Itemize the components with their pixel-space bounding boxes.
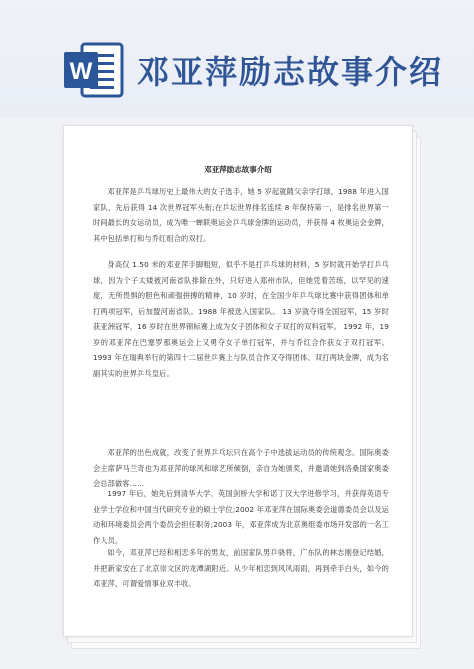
svg-text:W: W bbox=[69, 58, 93, 85]
paragraph-5: 如今，邓亚萍已经和相恋多年的男友，前国家队男乒骁将，广东队的林志刚登记结婚，并把新家安在了北京崇文区的龙潭湖附近。从少年相恋到风风雨雨，再到牵手白头，如今的邓亚萍，可谓爱情事业双丰收。 bbox=[93, 548, 389, 588]
paragraph-3: 邓亚萍的出色成就，改变了世界乒乓坛只在高个子中选拔运动员的传统观念。国际奥委会主席萨马兰奇也为邓亚萍的球风和球艺所倾倒，亲自为她颁奖，并邀请她到洛桑国家奥委会总部做客…… bbox=[93, 448, 389, 488]
paragraph-4: 1997 年后，她先后到清华大学、英国剑桥大学和诺丁汉大学进修学习，并获得英语专业学士学位和中国当代研究专业的硕士学位;2002 年邓亚萍在国际奥委会道德委员会以及运动和环境委员会两个委员会担任职务;2003 年，邓亚萍成为北京奥组委市场开发部的一名工作人员。 bbox=[93, 489, 389, 545]
paragraph-2: 身高仅 1.50 米的邓亚萍手脚粗短，似乎不是打乒乓球的材料，5 岁时就开始学打乒乓球，因为个子太矮被河南省队排除在外，只好进入郑州市队，但她凭着苦练，以罕见的速度，无所畏惧的胆色和顽强拼搏的精神，10 岁时，在全国少年乒乓球比赛中获得团体和单打两项冠军，后加盟河南省队。1988 年被选入国家队。 13 岁就夺得全国冠军，15 岁时获亚洲冠军，16 岁时在世界锦标赛上成为女子团体和女子双打的双料冠军。 1992 年，19 岁的邓亚萍在巴塞罗那奥运会上又勇夺女子单打冠军，并与乔红合作获女子双打冠军。 1993 年在瑞典举行的第四十二届世乒赛上与队员合作又夺得团体、双打两块金牌，成为名副其实的世界乒乓皇后。 bbox=[93, 260, 389, 378]
paragraph-1: 邓亚萍是乒乓球历史上最伟大的女子选手，她 5 岁起就随父亲学打球，1988 年进入国家队，先后获得 14 次世界冠军头衔;在乒坛世界排名连续 8 年保持第一，是排名世界第一时间最长的女运动员，成为唯一蝉联奥运会乒乓球金牌的运动员，并获得 4 枚奥运会金牌，其中包括单打和与乔红组合的双打。 bbox=[93, 187, 389, 243]
banner-title: 邓亚萍励志故事介绍 bbox=[137, 53, 444, 91]
word-document-icon bbox=[62, 38, 126, 102]
header-banner bbox=[0, 0, 474, 118]
document-title: 邓亚萍励志故事介绍 bbox=[204, 165, 272, 174]
document-page bbox=[63, 125, 413, 637]
